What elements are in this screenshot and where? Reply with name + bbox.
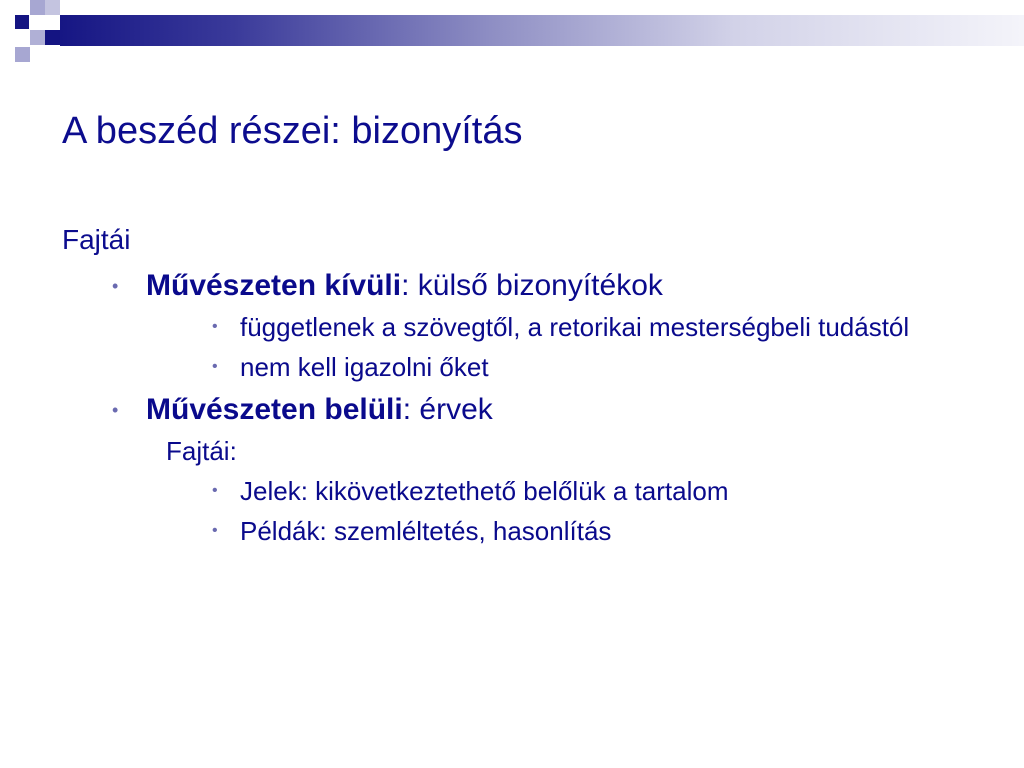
decor-square xyxy=(45,30,60,45)
bullet-icon: • xyxy=(212,318,218,335)
bullet-item-bold-text: Művészeten kívüli xyxy=(146,269,402,302)
bullet-icon: • xyxy=(112,400,119,420)
bullet-item-text: : érvek xyxy=(402,393,493,426)
sub-bullet-item xyxy=(62,312,962,342)
sub-heading: Fajtái: xyxy=(166,436,237,466)
section-heading: Fajtái xyxy=(62,224,131,255)
bullet-item-internal-proofs xyxy=(62,392,962,428)
decor-square xyxy=(30,0,45,15)
bullet-icon: • xyxy=(212,522,218,539)
sub-bullet-text: függetlenek a szövegtől, a retorikai mesterségbeli tudástól xyxy=(240,312,910,342)
decor-square xyxy=(15,47,30,62)
bullet-icon: • xyxy=(112,276,119,296)
sub-bullet-text: Jelek: kikövetkeztethető belőlük a tartalom xyxy=(240,476,729,506)
sub-bullet-item xyxy=(62,516,962,546)
sub-bullet-item xyxy=(62,476,962,506)
sub-bullet-text: nem kell igazolni őket xyxy=(240,352,489,382)
slide-title: A beszéd részei: bizonyítás xyxy=(62,110,523,152)
bullet-icon: • xyxy=(212,482,218,499)
bullet-item-external-proofs xyxy=(62,268,962,304)
bullet-item-text: : külső bizonyítékok xyxy=(401,269,663,302)
sub-bullet-item xyxy=(62,352,962,382)
decor-square xyxy=(45,0,60,15)
slide-body xyxy=(62,222,962,556)
bullet-icon: • xyxy=(212,358,218,375)
decor-square xyxy=(15,15,29,29)
decor-square xyxy=(30,30,45,45)
bullet-item-bold-text: Művészeten belüli xyxy=(146,393,403,426)
decor-square xyxy=(30,45,45,60)
sub-bullet-text: Példák: szemléltetés, hasonlítás xyxy=(240,516,612,546)
header-gradient-bar xyxy=(60,15,1024,46)
